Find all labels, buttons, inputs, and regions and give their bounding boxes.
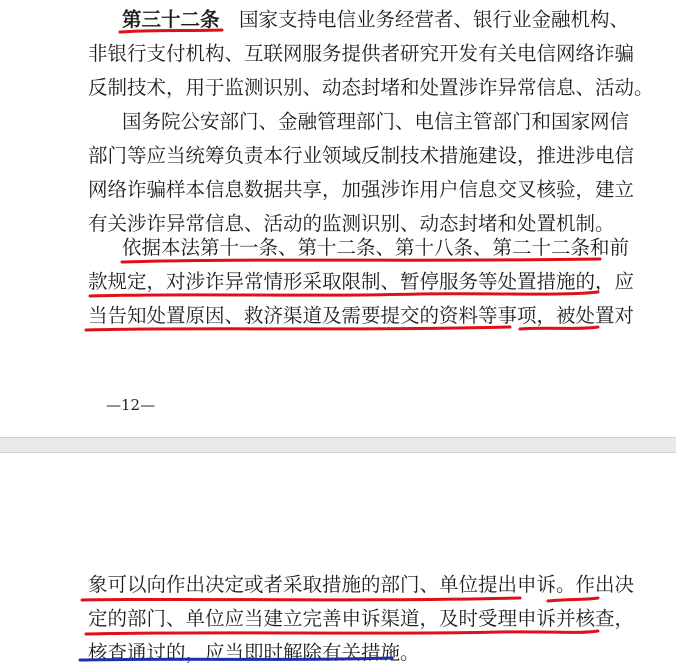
text-line: 国务院公安部门、金融管理部门、电信主管部门和国家网信 bbox=[122, 110, 630, 133]
text-line: 依据本法第十一条、第十二条、第十八条、第二十二条和前 bbox=[122, 236, 630, 259]
text-line: 部门等应当统筹负责本行业领域反制技术措施建设，推进涉电信 bbox=[88, 144, 635, 167]
text-line: 核查通过的，应当即时解除有关措施。 bbox=[88, 641, 420, 664]
text-line: 当告知处置原因、救济渠道及需要提交的资料等事项，被处置对 bbox=[88, 304, 635, 327]
document-page-13 bbox=[0, 452, 676, 672]
text-line: 反制技术，用于监测识别、动态封堵和处置涉诈异常信息、活动。 bbox=[88, 76, 654, 99]
text-line: 款规定，对涉诈异常情形采取限制、暂停服务等处置措施的，应 bbox=[88, 270, 635, 293]
text-line: 非银行支付机构、互联网服务提供者研究开发有关电信网络诈骗 bbox=[88, 42, 635, 65]
text-segment: 国家支持电信业务经营者、银行业金融机构、 bbox=[239, 8, 630, 31]
text-line: 象可以向作出决定或者采取措施的部门、单位提出申诉。作出决 bbox=[88, 573, 635, 596]
text-line bbox=[122, 8, 630, 34]
text-line: 有关涉诈异常信息、活动的监测识别、动态封堵和处置机制。 bbox=[88, 212, 615, 235]
page-number: —12— bbox=[106, 396, 156, 414]
text-line: 网络诈骗样本信息数据共享，加强涉诈用户信息交叉核验，建立 bbox=[88, 178, 635, 201]
article-number: 第三十二条 bbox=[122, 8, 220, 31]
text-line: 定的部门、单位应当建立完善申诉渠道，及时受理申诉并核查， bbox=[88, 607, 635, 630]
